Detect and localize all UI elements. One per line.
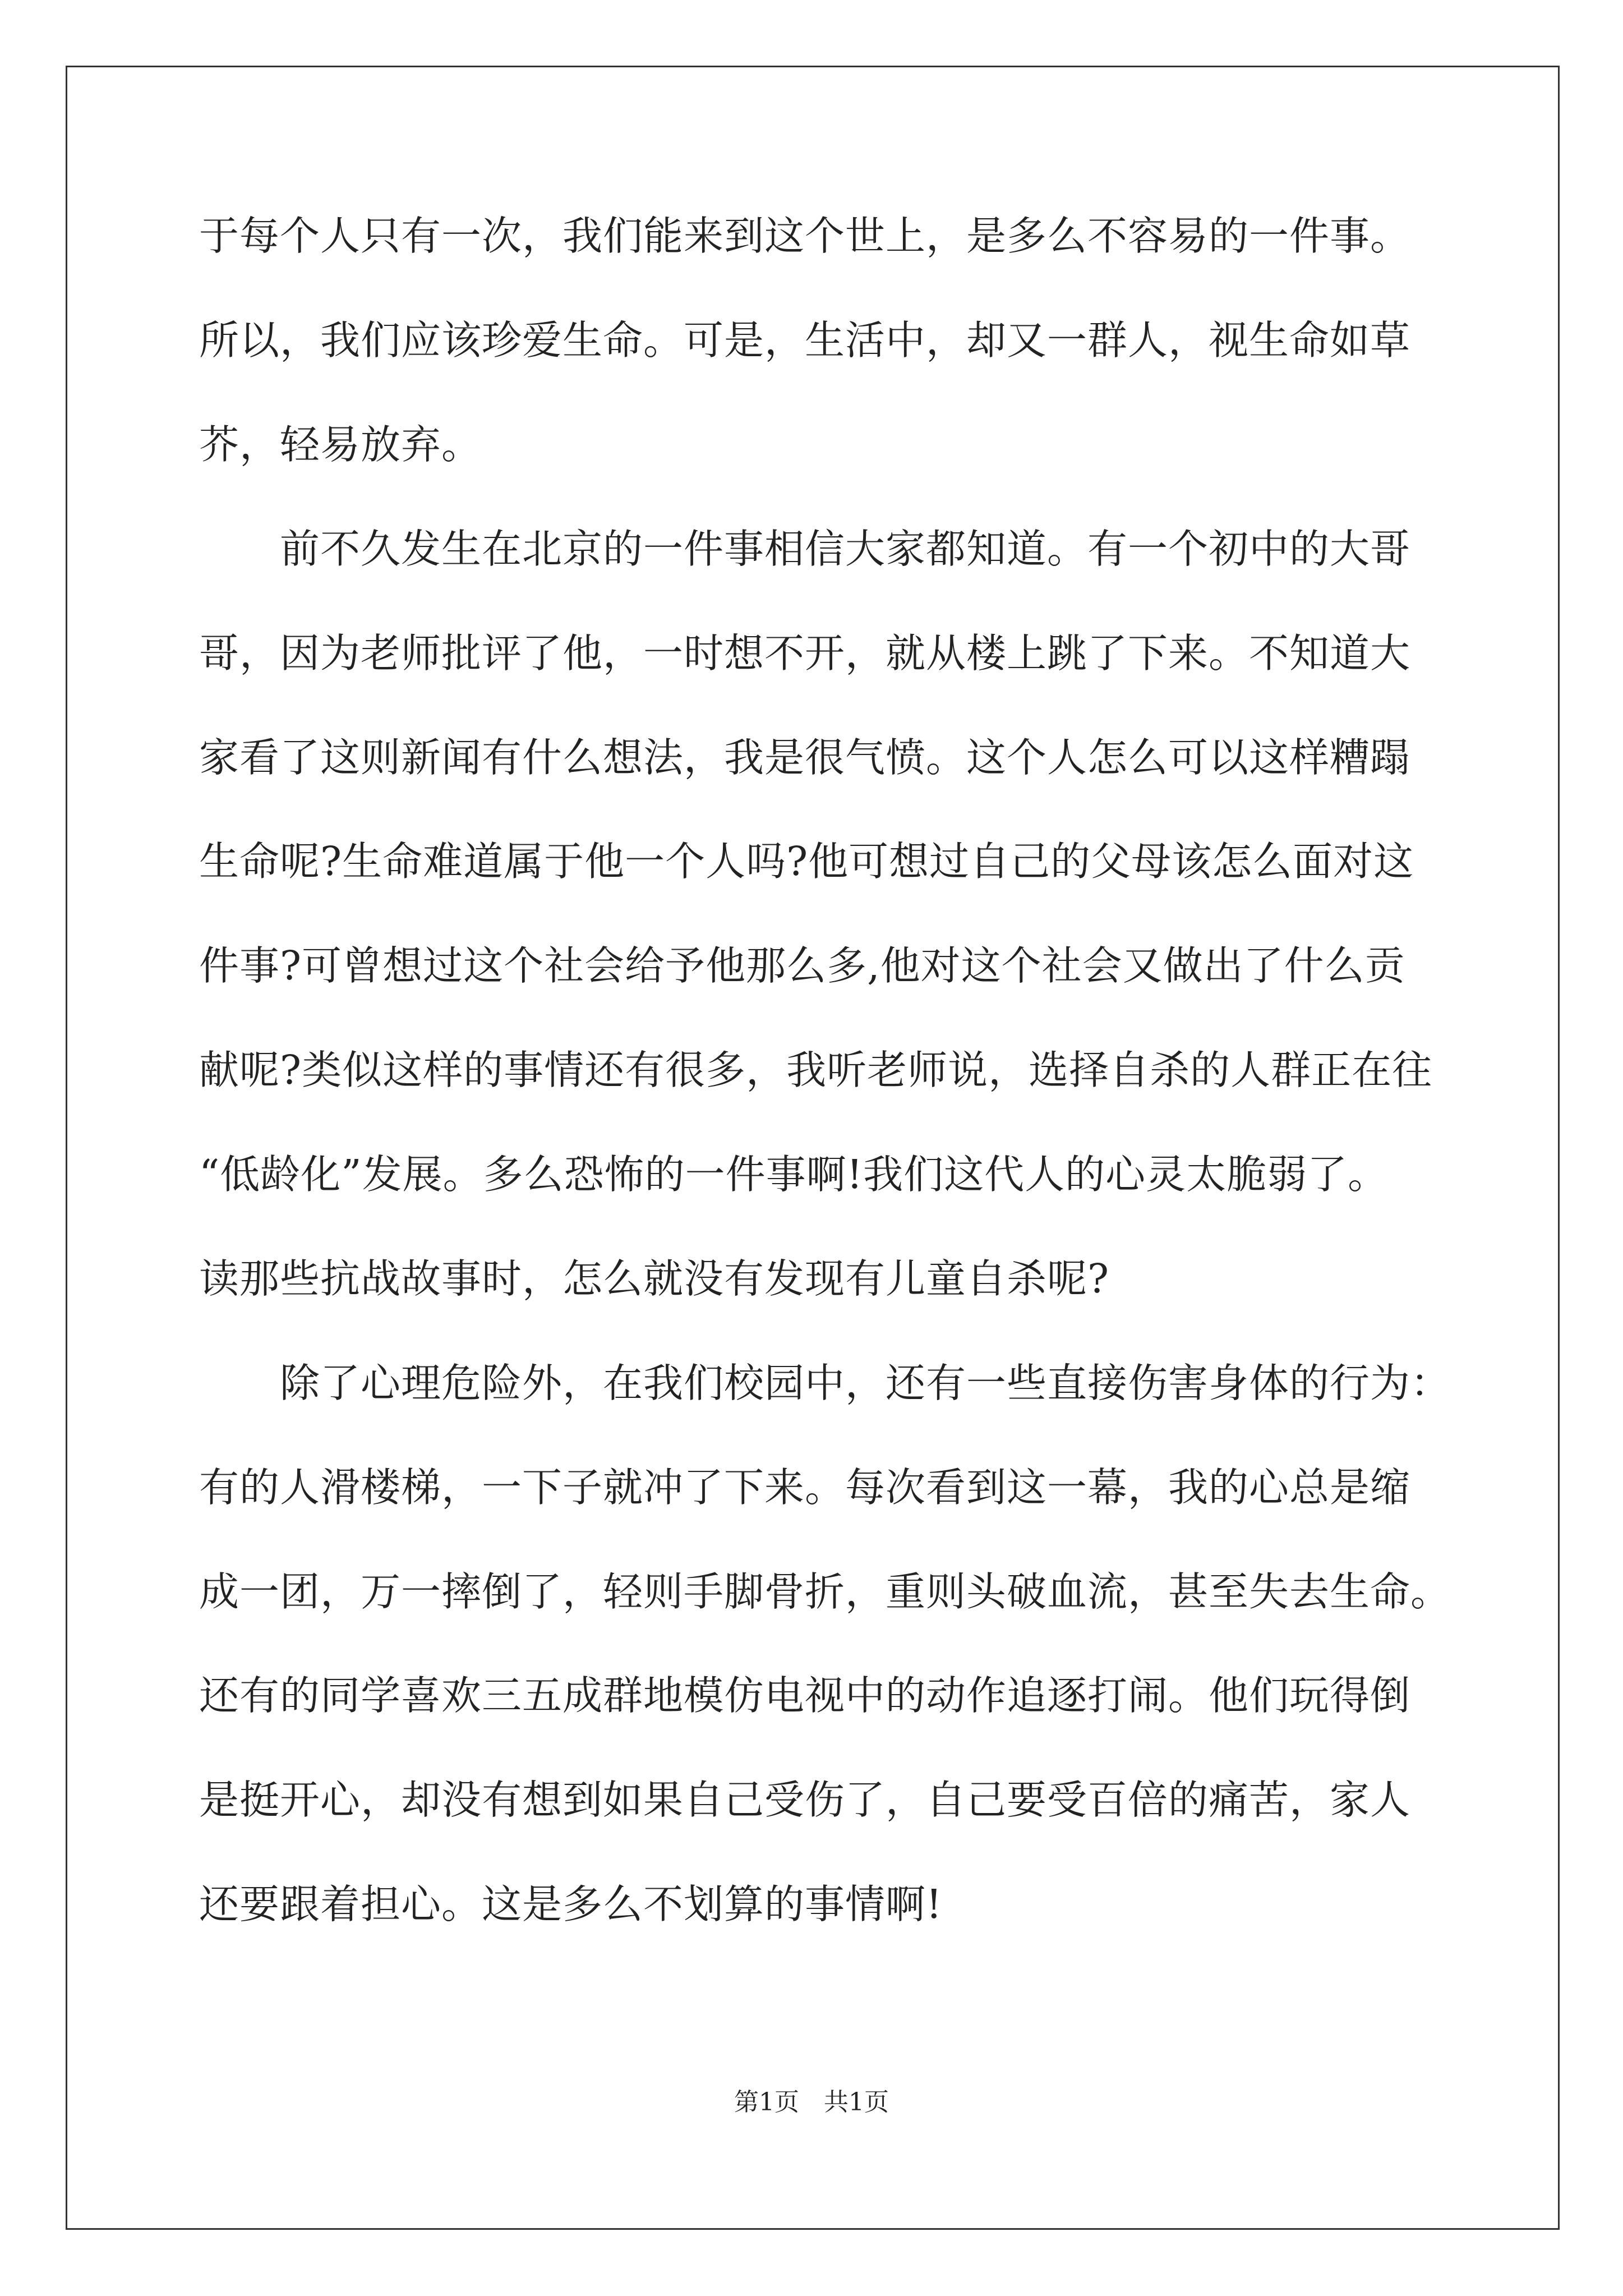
page-footer — [0, 2090, 1623, 2115]
text-line: 前不久发生在北京的一件事相信大家都知道。有一个初中的大哥 — [199, 526, 1411, 572]
text-line: 除了心理危险外，在我们校园中，还有一些直接伤害身体的行为： — [199, 1360, 1451, 1406]
text-line: 成一团，万一摔倒了，轻则手脚骨折，重则头破血流，甚至失去生命。 — [199, 1568, 1451, 1615]
text-line: 有的人滑楼梯，一下子就冲了下来。每次看到这一幕，我的心总是缩 — [199, 1464, 1411, 1511]
text-line: 献呢?类似这样的事情还有很多，我听老师说，选择自杀的人群正在往 — [199, 1047, 1433, 1093]
text-line: 所以，我们应该珍爱生命。可是，生活中，却又一群人，视生命如草 — [199, 317, 1411, 364]
text-line: 件事?可曾想过这个社会给予他那么多,他对这个社会又做出了什么贡 — [199, 942, 1405, 989]
text-line: 是挺开心，却没有想到如果自己受伤了，自己要受百倍的痛苦，家人 — [199, 1777, 1411, 1823]
text-line: “低龄化”发展。多么恐怖的一件事啊!我们这代人的心灵太脆弱了。 — [199, 1151, 1389, 1198]
text-line: 哥，因为老师批评了他，一时想不开，就从楼上跳了下来。不知道大 — [199, 630, 1411, 677]
text-line: 于每个人只有一次，我们能来到这个世上，是多么不容易的一件事。 — [199, 213, 1411, 259]
page-number: 第1页 — [734, 2088, 799, 2116]
page-total: 共1页 — [824, 2088, 889, 2116]
text-line: 生命呢?生命难道属于他一个人吗?他可想过自己的父母该怎么面对这 — [199, 838, 1414, 885]
text-line: 家看了这则新闻有什么想法，我是很气愤。这个人怎么可以这样糟蹋 — [199, 734, 1411, 781]
text-line: 读那些抗战故事时，怎么就没有发现有儿童自杀呢? — [199, 1255, 1110, 1302]
text-line: 芥，轻易放弃。 — [199, 421, 482, 468]
text-line: 还有的同学喜欢三五成群地模仿电视中的动作追逐打闹。他们玩得倒 — [199, 1672, 1411, 1719]
text-line: 还要跟着担心。这是多么不划算的事情啊! — [199, 1881, 943, 1927]
